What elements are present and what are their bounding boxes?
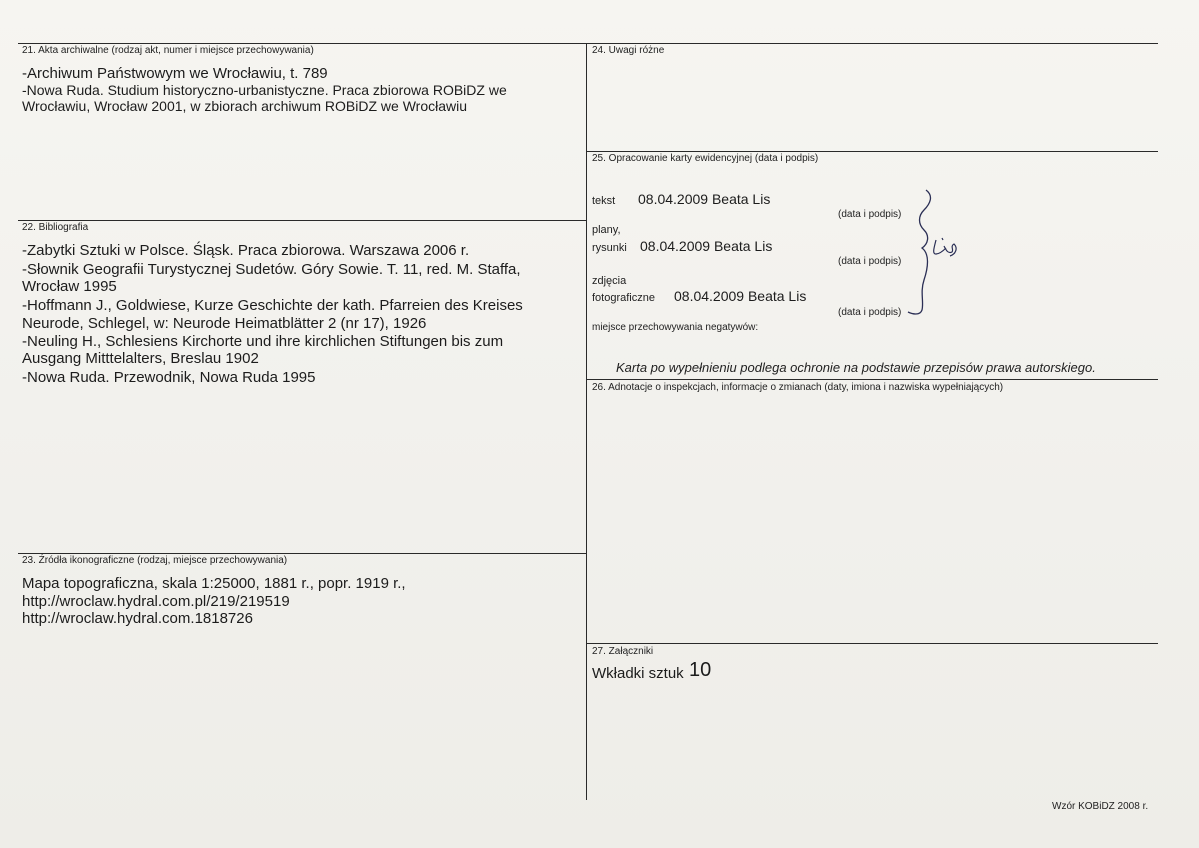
center-divider	[586, 43, 587, 800]
section-25-label: 25. Opracowanie karty ewidencyjnej (data i podpis)	[592, 153, 819, 164]
divider-22-23	[18, 553, 586, 554]
section-24-label: 24. Uwagi różne	[592, 45, 665, 56]
signature-brace-icon	[900, 188, 970, 323]
iconography-line: http://wroclaw.hydral.com.pl/219/219519	[22, 593, 290, 610]
section-21-line-3: Wrocławiu, Wrocław 2001, w zbiorach archiwum ROBiDZ we Wrocławiu	[22, 98, 468, 114]
form-template-footer: Wzór KOBiDZ 2008 r.	[1052, 801, 1149, 812]
plany-label: plany,	[592, 224, 621, 236]
wkladki-count: 10	[689, 659, 712, 681]
top-border-line	[18, 43, 1158, 44]
divider-26-27	[586, 643, 1158, 644]
fotograficzne-value: 08.04.2009 Beata Lis	[674, 288, 807, 304]
divider-25-26	[586, 379, 1158, 380]
copyright-notice: Karta po wypełnieniu podlega ochronie na podstawie przepisów prawa autorskiego.	[616, 360, 1096, 375]
section-21-line-1: -Archiwum Państwowym we Wrocławiu, t. 789	[22, 65, 328, 82]
rysunki-value: 08.04.2009 Beata Lis	[640, 238, 773, 254]
data-podpis-1: (data i podpis)	[838, 209, 902, 220]
bibliography-line: -Hoffmann J., Goldwiese, Kurze Geschichte der kath. Pfarreien des Kreises	[22, 297, 523, 314]
negatywy-label: miejsce przechowywania negatywów:	[592, 322, 759, 333]
bibliography-line: -Nowa Ruda. Przewodnik, Nowa Ruda 1995	[22, 369, 316, 386]
section-21-line-2: -Nowa Ruda. Studium historyczno-urbanistyczne. Praca zbiorowa ROBiDZ we	[22, 82, 507, 98]
rysunki-label: rysunki	[592, 242, 627, 254]
iconography-line: Mapa topograficzna, skala 1:25000, 1881 r., popr. 1919 r.,	[22, 575, 406, 592]
section-27-label: 27. Załączniki	[592, 646, 654, 657]
divider-24-25	[586, 151, 1158, 152]
data-podpis-2: (data i podpis)	[838, 256, 902, 267]
section-26-label: 26. Adnotacje o inspekcjach, informacje o zmianach (daty, imiona i nazwiska wypełniających)	[592, 382, 1004, 393]
divider-21-22	[18, 220, 586, 221]
zdjecia-label: zdjęcia	[592, 275, 627, 287]
bibliography-line: -Słownik Geografii Turystycznej Sudetów. Góry Sowie. T. 11, red. M. Staffa,	[22, 261, 521, 278]
bibliography-line: -Neuling H., Schlesiens Kirchorte und ihre kirchlichen Stiftungen bis zum	[22, 333, 504, 350]
bibliography-line: Ausgang Mitttelalters, Breslau 1902	[22, 350, 259, 367]
bibliography-line: Wrocław 1995	[22, 278, 117, 295]
fotograficzne-label: fotograficzne	[592, 292, 655, 304]
section-22-label: 22. Bibliografia	[22, 222, 89, 233]
iconography-line: http://wroclaw.hydral.com.1818726	[22, 610, 253, 627]
bibliography-line: Neurode, Schlegel, w: Neurode Heimatblätter 2 (nr 17), 1926	[22, 315, 427, 332]
wkladki-label: Wkładki sztuk	[592, 665, 684, 682]
tekst-label: tekst	[592, 195, 616, 207]
section-23-label: 23. Źródła ikonograficzne (rodzaj, miejsce przechowywania)	[22, 555, 288, 566]
section-21-label: 21. Akta archiwalne (rodzaj akt, numer i miejsce przechowywania)	[22, 45, 314, 56]
bibliography-line: -Zabytki Sztuki w Polsce. Śląsk. Praca zbiorowa. Warszawa 2006 r.	[22, 242, 470, 259]
tekst-value: 08.04.2009 Beata Lis	[638, 191, 771, 207]
data-podpis-3: (data i podpis)	[838, 307, 902, 318]
